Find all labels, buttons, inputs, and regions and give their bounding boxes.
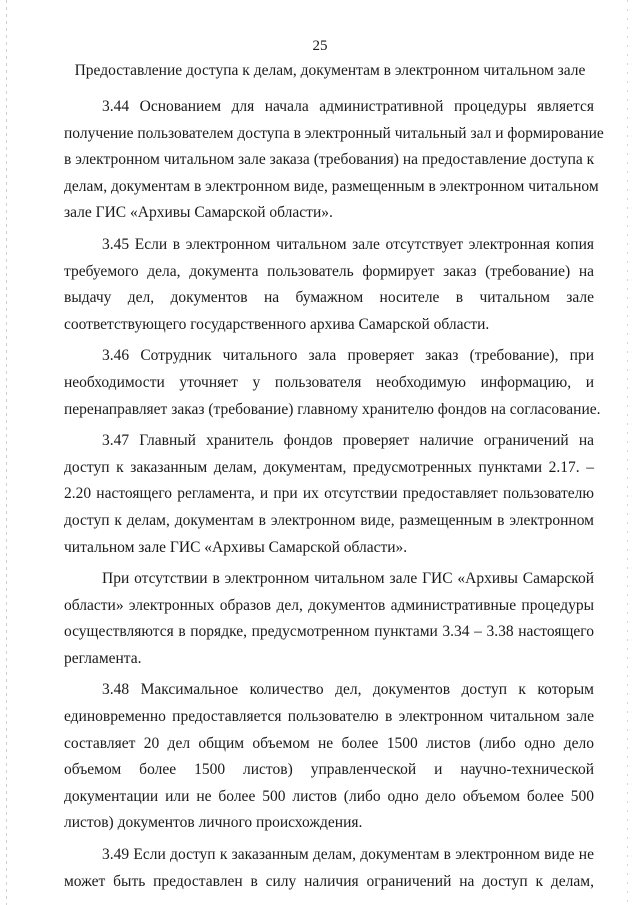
paragraph-line: единовременно предоставляется пользователю в электронном читальном зале [64,708,594,726]
paragraph-line: 3.49 Если доступ к заказанным делам, документам в электронном виде не [102,846,594,864]
paragraph [64,566,594,672]
paragraph-line: При отсутствии в электронном читальном зале ГИС «Архивы Самарской [102,570,594,588]
paragraph-line: зале ГИС «Архивы Самарской области». [64,204,333,222]
paragraph-line: требуемого дела, документа пользователь формирует заказ (требование) на [64,262,594,280]
paragraph-line: делам, документам в электронном виде, размещенным в электронном читальном [64,177,599,195]
paragraph-line: 2.20 настоящего регламента, и при их отсутствии предоставляет пользователю [64,485,594,503]
paragraph-line: получение пользователем доступа в электронный читальный зал и формирование [64,124,604,142]
paragraph-line: 3.44 Основанием для начала административной процедуры является [102,98,594,115]
paragraph-line: документации или не более 500 листов (либо одно дело объемом более 500 [64,787,594,805]
paragraph-line: соответствующего государственного архива Самарской области. [64,315,490,333]
paragraph-line: может быть предоставлен в силу наличия ограничений на доступ к делам, [64,872,594,890]
paragraph [64,842,594,895]
paragraph [64,343,601,423]
paragraph-line: перенаправляет заказ (требование) главному хранителю фондов на согласование. [64,400,601,418]
paragraph [64,94,604,227]
paragraph-line: области» электронных образов дел, документов административные процедуры [64,596,594,614]
paragraph [64,428,594,561]
paragraph-line: выдачу дел, документов на бумажном носителе в читальном зале [64,289,594,307]
paragraph-line: читальном зале ГИС «Архивы Самарской области». [64,538,408,556]
document-body [64,94,604,900]
scan-edge-left [6,0,7,905]
paragraph-line: объемом более 1500 листов) управленческой и научно-технической [64,761,594,779]
paragraph-line: листов) документов личного происхождения. [64,814,363,832]
paragraph-line: необходимости уточняет у пользователя необходимую информацию, и [64,373,594,391]
paragraph-line: составляет 20 дел общим объемом не более 1500 листов (либо одно дело [64,734,594,752]
section-heading: Предоставление доступа к делам, документам в электронном читальном зале [74,62,586,79]
scan-edge-right [627,0,628,905]
paragraph-line: 3.45 Если в электронном читальном зале отсутствует электронная копия [102,235,594,253]
paragraph [64,232,594,338]
paragraph-line: в электронном читальном зале заказа (требования) на предоставление доступа к [64,151,595,169]
paragraph-line: доступ к делам, документам в электронном виде, размещенным в электронном [64,511,594,529]
paragraph-line: 3.48 Максимальное количество дел, документов доступ к которым [102,681,594,699]
paragraph-line: доступ к заказанным делам, документам, предусмотренных пунктами 2.17. – [64,458,594,476]
paragraph-line: регламента. [64,649,142,667]
page-number: 25 [312,38,328,54]
paragraph-line: 3.47 Главный хранитель фондов проверяет наличие ограничений на [102,432,594,450]
paragraph-line: 3.46 Сотрудник читального зала проверяет заказ (требование), при [102,347,594,365]
paragraph-line: осуществляются в порядке, предусмотренном пунктами 3.34 – 3.38 настоящего [64,623,594,641]
paragraph [64,677,594,837]
